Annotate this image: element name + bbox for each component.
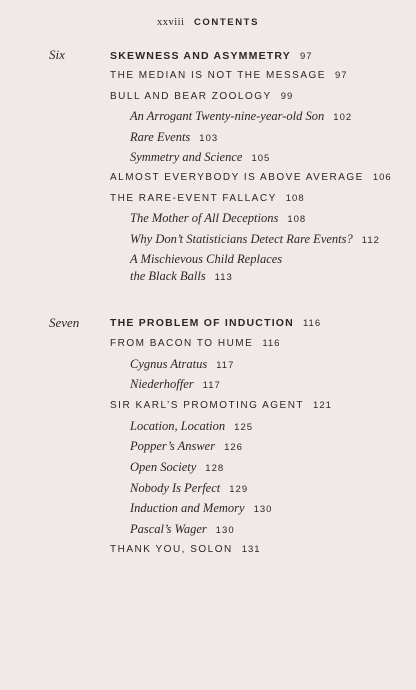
page-ref: 128	[205, 463, 225, 474]
page-ref: 97	[334, 70, 348, 81]
subsection-entry	[130, 500, 272, 518]
page-title: CONTENTS	[193, 17, 260, 28]
subsection-entry	[130, 129, 218, 147]
page-ref: 105	[251, 153, 271, 164]
section-entry	[110, 170, 392, 186]
section-text: SIR KARL’S PROMOTING AGENT	[110, 400, 305, 411]
subsection-text: Rare Events	[130, 130, 191, 144]
page-number: xxviii	[156, 17, 185, 28]
page-ref: 130	[253, 504, 273, 515]
page-ref: 106	[372, 172, 392, 183]
section-text: THE MEDIAN IS NOT THE MESSAGE	[110, 70, 326, 81]
page-ref: 108	[285, 193, 305, 204]
subsection-text: Open Society	[130, 460, 197, 474]
subsection-text: Induction and Memory	[130, 501, 245, 515]
subsection-text: Pascal’s Wager	[130, 522, 207, 536]
section-text: BULL AND BEAR ZOOLOGY	[110, 91, 272, 102]
part-label: Seven	[49, 315, 80, 330]
page-ref: 125	[234, 422, 254, 433]
page-ref: 99	[280, 91, 294, 102]
subsection-entry	[130, 231, 380, 249]
subsection-text: Symmetry and Science	[130, 150, 243, 164]
page-ref: 116	[262, 338, 281, 349]
section-text: THE RARE-EVENT FALLACY	[110, 193, 277, 204]
section-entry	[110, 191, 305, 207]
page-ref: 126	[224, 442, 243, 453]
subsection-text: Cygnus Atratus	[130, 357, 208, 371]
subsection-entry	[130, 459, 224, 477]
subsection-text: A Mischievous Child Replaces	[130, 252, 283, 266]
chapter-title	[110, 48, 313, 65]
part-label: Six	[49, 47, 65, 62]
section-entry	[110, 542, 261, 558]
page-ref: 102	[333, 112, 353, 123]
page-ref: 113	[214, 272, 233, 283]
subsection-entry	[130, 149, 270, 167]
chapter-title	[110, 315, 321, 332]
page-ref: 117	[202, 380, 221, 391]
subsection-entry	[130, 251, 282, 286]
page-ref: 117	[216, 360, 235, 371]
page-ref: 129	[229, 484, 249, 495]
subsection-entry	[130, 108, 352, 126]
subsection-entry	[130, 356, 234, 374]
subsection-text: Popper’s Answer	[130, 439, 216, 453]
subsection-text: Location, Location	[130, 419, 226, 433]
page-ref: 112	[361, 235, 380, 246]
section-text: FROM BACON TO HUME	[110, 338, 254, 349]
subsection-text: The Mother of All Deceptions	[130, 211, 279, 225]
subsection-text: Niederhoffer	[130, 377, 194, 391]
page-ref: 108	[287, 214, 307, 225]
section-text: THANK YOU, SOLON	[110, 544, 233, 555]
subsection-entry	[130, 480, 248, 498]
subsection-entry	[130, 521, 235, 539]
page-ref: 130	[215, 525, 235, 536]
section-entry	[110, 89, 293, 105]
subsection-entry	[130, 418, 253, 436]
subsection-text: the Black Balls	[130, 269, 206, 283]
page-ref: 97	[300, 51, 313, 62]
subsection-entry	[130, 210, 306, 228]
page-ref: 103	[199, 133, 219, 144]
subsection-text: An Arrogant Twenty-nine-year-old Son	[130, 109, 325, 123]
section-text: ALMOST EVERYBODY IS ABOVE AVERAGE	[110, 172, 364, 183]
section-entry	[110, 336, 280, 352]
page-ref: 116	[302, 318, 322, 329]
subsection-text: Why Don’t Statisticians Detect Rare Events?	[130, 232, 353, 246]
subsection-text: Nobody Is Perfect	[130, 481, 221, 495]
subsection-entry	[130, 438, 243, 456]
subsection-entry	[130, 376, 221, 394]
page-ref: 131	[241, 544, 261, 555]
chapter-title-text: THE PROBLEM OF INDUCTION	[110, 317, 294, 329]
chapter-title-text: SKEWNESS AND ASYMMETRY	[110, 50, 291, 62]
section-entry	[110, 398, 332, 414]
section-entry	[110, 68, 348, 84]
running-header	[0, 17, 416, 28]
page-ref: 121	[313, 400, 332, 411]
